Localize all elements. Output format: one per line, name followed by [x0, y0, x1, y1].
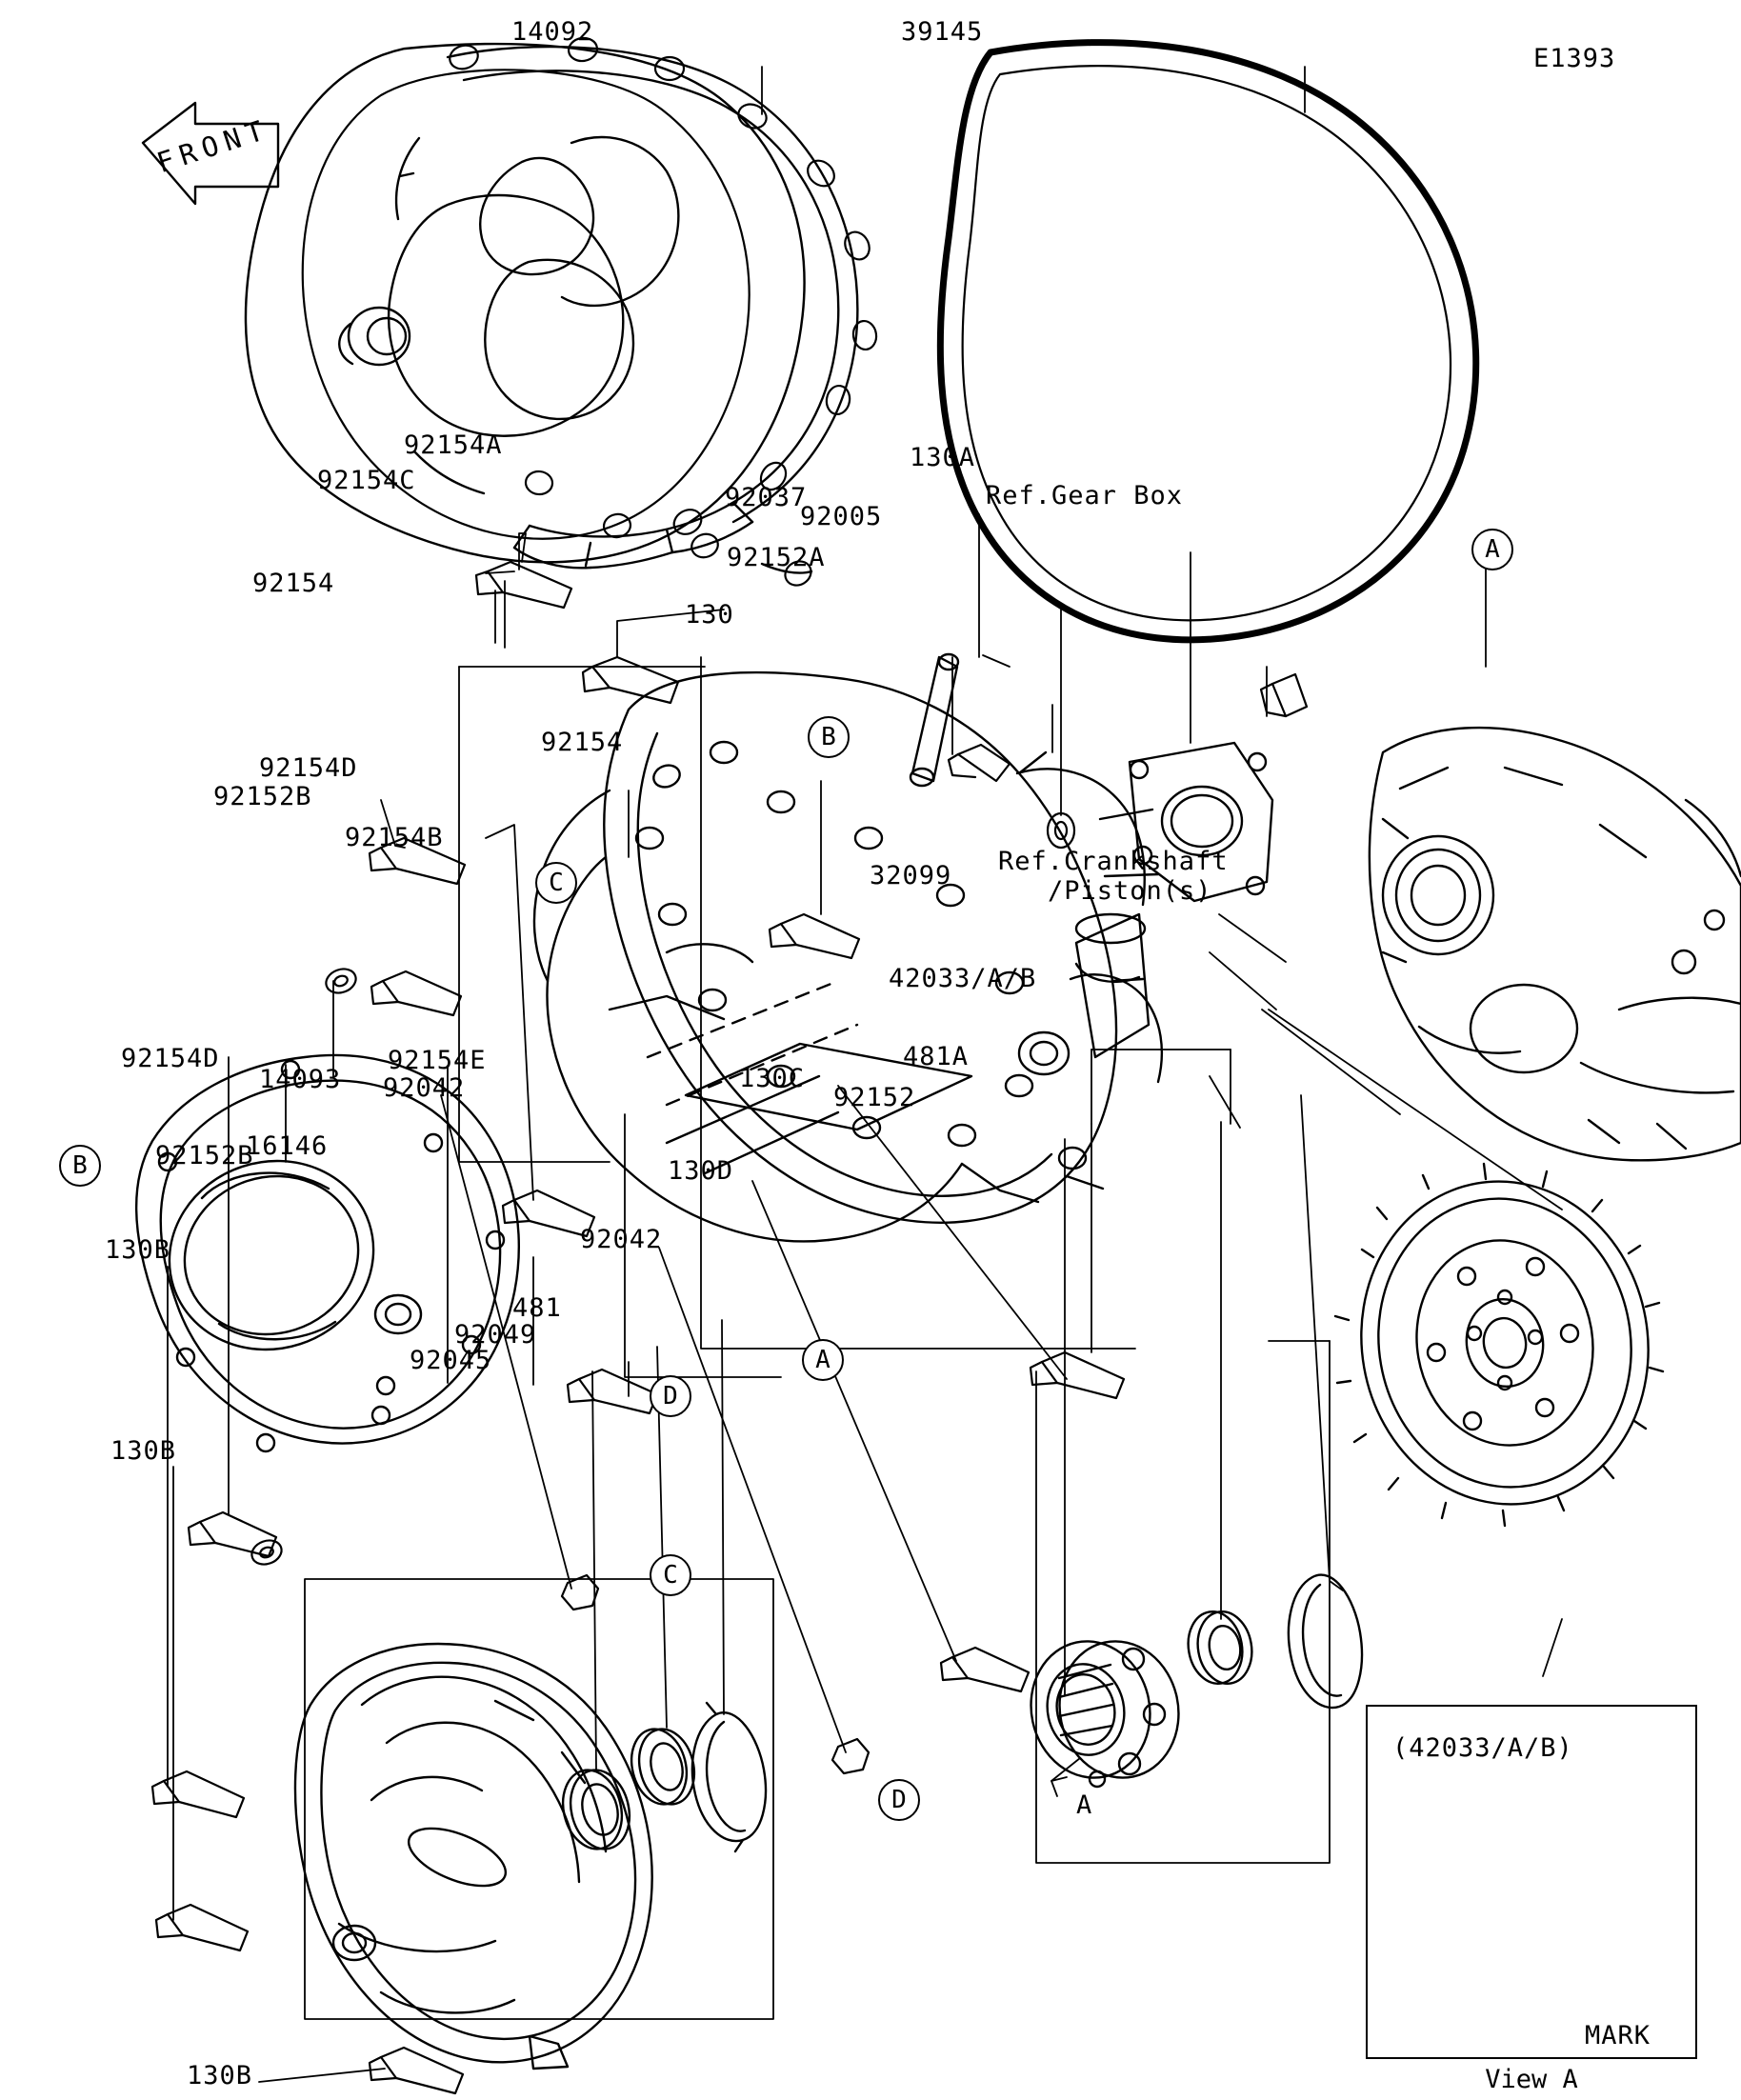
callout-92154D-bot: 92154D — [121, 1044, 220, 1073]
callout-92154C: 92154C — [317, 466, 416, 495]
callout-92152A: 92152A — [727, 543, 826, 572]
callout-92042-bot: 92042 — [580, 1225, 663, 1254]
callout-92049: 92049 — [454, 1320, 537, 1350]
front-arrow-label: FRONT — [152, 111, 274, 180]
callout-92154-left: 92154 — [252, 569, 335, 598]
balloon-label: D — [663, 1382, 678, 1410]
part-481-circlip — [692, 1703, 766, 1851]
callout-92152B-top: 92152B — [213, 782, 312, 811]
callout-130A: 130A — [910, 443, 976, 472]
part-16146-cover — [295, 1644, 652, 2069]
balloon-C-bot — [650, 1554, 691, 1596]
callout-130D: 130D — [668, 1156, 734, 1186]
callout-42033: 42033/A/B — [889, 964, 1037, 993]
balloon-D-bot — [878, 1779, 920, 1821]
callout-ref-crankshaft: Ref.Crankshaft — [998, 847, 1229, 876]
part-92049-seal — [624, 1723, 702, 1810]
part-481A-circlip — [1289, 1575, 1362, 1709]
callout-92152B-bot: 92152B — [155, 1141, 254, 1170]
callout-ref-pistons: /Piston(s) — [1048, 876, 1212, 906]
callout-130: 130 — [685, 600, 734, 630]
callout-130B-1: 130B — [105, 1235, 171, 1265]
part-14093-cover — [136, 1055, 519, 1451]
callout-92042-top: 92042 — [383, 1073, 466, 1103]
callout-130B-3: 130B — [187, 2061, 253, 2090]
callout-14092: 14092 — [511, 17, 594, 47]
balloon-A-mid — [802, 1339, 844, 1381]
callout-92152: 92152 — [833, 1083, 916, 1112]
balloon-B-left — [59, 1145, 101, 1187]
leader-lines — [168, 67, 1562, 2082]
callout-92045: 92045 — [410, 1346, 492, 1375]
balloon-label: B — [821, 723, 836, 751]
callout-92154-mid: 92154 — [541, 728, 624, 757]
callout-481A: 481A — [903, 1042, 970, 1071]
part-92152-oil-seal — [1183, 1608, 1257, 1689]
part-42033-coupling — [1018, 1630, 1191, 1790]
balloon-D-mid — [650, 1375, 691, 1417]
balloon-label: C — [549, 869, 564, 897]
view-a-mark-label: MARK — [1585, 2021, 1651, 2050]
sheet-code: E1393 — [1533, 44, 1616, 73]
callout-ref-gear-box: Ref.Gear Box — [986, 481, 1184, 510]
callout-92005: 92005 — [800, 502, 883, 531]
callout-92154D-top: 92154D — [259, 753, 358, 783]
part-flywheel-ring-gear — [1335, 1159, 1673, 1528]
view-a-caption: View A — [1485, 2065, 1578, 2094]
balloon-label: A — [815, 1346, 830, 1374]
balloon-label: C — [663, 1561, 678, 1590]
callout-view-a-pointer: A — [1076, 1790, 1093, 1820]
callout-92037: 92037 — [725, 483, 808, 512]
callout-32099: 32099 — [870, 861, 952, 890]
callout-14093: 14093 — [259, 1065, 342, 1094]
callout-92154E: 92154E — [388, 1046, 487, 1075]
callout-130B-2: 130B — [110, 1436, 177, 1466]
callout-39145: 39145 — [901, 17, 984, 47]
callout-130C: 130C — [739, 1064, 806, 1093]
callout-92154B: 92154B — [345, 823, 444, 852]
callout-92154A: 92154A — [404, 430, 503, 460]
callout-16146: 16146 — [246, 1131, 329, 1161]
balloon-label: B — [72, 1151, 88, 1180]
balloon-B-top — [808, 716, 850, 758]
balloon-label: A — [1485, 535, 1500, 564]
callout-481: 481 — [512, 1293, 562, 1323]
balloon-C-top — [535, 862, 577, 904]
view-a-title: (42033/A/B) — [1392, 1733, 1573, 1763]
balloon-A-top — [1471, 529, 1513, 570]
ref-gear-box — [1370, 728, 1741, 1160]
balloon-label: D — [891, 1786, 907, 1814]
part-39145-oring — [940, 43, 1475, 640]
